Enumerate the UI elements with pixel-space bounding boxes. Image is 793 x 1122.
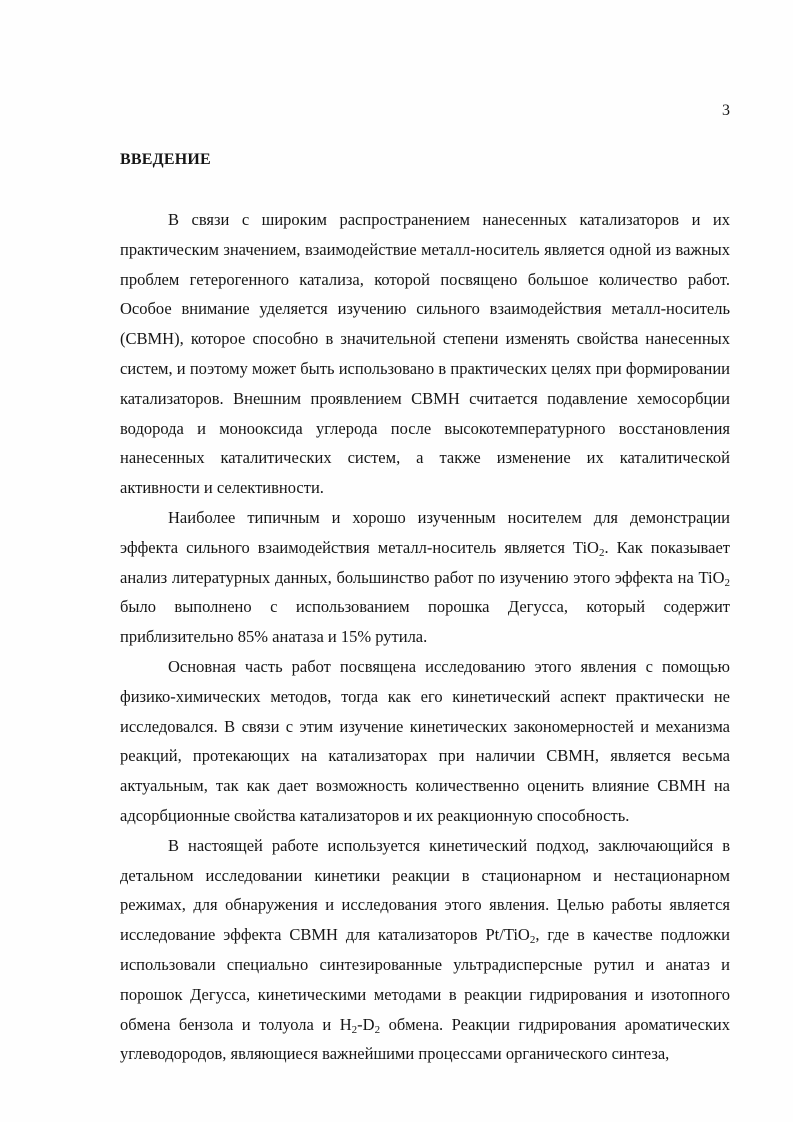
subscript: 2 (374, 1023, 381, 1036)
page-number: 3 (722, 102, 730, 119)
paragraph-1: В связи с широким распространением нанесенных катализаторов и их практическим значением, взаимодействие металл-носитель является одной из важных проблем гетерогенного катализа, которой посвящено большое количество работ. Особое внимание уделяется изучению сильного взаимодействия металл-носитель (СВМН), которое способно в значительной степени изменять свойства нанесенных систем, и поэтому может быть использовано в практических целях при формировании катализаторов. Внешним проявлением СВМН считается подавление хемосорбции водорода и монооксида углерода после высокотемпературного восстановления нанесенных каталитических систем, а также изменение их каталитической активности и селективности. (120, 210, 730, 498)
paragraph-4-part-a: В настоящей работе используется кинетический подход, заключающийся в детальном исследовании кинетики реакции в стационарном и нестационарном режимах, для обнаружения и исследования этого явления. Целью работы является исследование эффекта СВМН для катализаторов Pt/TiO (120, 835, 730, 945)
paragraph-3: Основная часть работ посвящена исследованию этого явления с помощью физико-химических методов, тогда как его кинетический аспект практически не исследовался. В связи с этим изучение кинетических закономерностей и механизма реакций, протекающих на катализаторах при наличии СВМН, является весьма актуальным, так как дает возможность количественно оценить влияние СВМН на адсорбционные свойства катализаторов и их реакционную способность. (120, 656, 730, 825)
paragraph-2-part-a: Наиболее типичным и хорошо изученным носителем для демонстрации эффекта сильного взаимодействия металл-носитель является TiO (120, 507, 730, 557)
paragraph-2-part-c: было выполнено с использованием порошка Дегусса, который содержит приблизительно 85% анатаза и 15% рутила. (120, 597, 730, 647)
paragraph-4-part-d: обмена. Реакции гидрирования ароматических углеводородов, являющиеся важнейшими процессами органического синтеза, (120, 1014, 730, 1064)
subscript: 2 (529, 934, 536, 947)
body-text (120, 205, 730, 1069)
section-heading: ВВЕДЕНИЕ (120, 151, 211, 168)
paragraph-4 (120, 831, 730, 1069)
subscript: 2 (351, 1023, 358, 1036)
paragraph-2-part-b: . Как показывает анализ литературных данных, большинство работ по изучению этого эффекта на TiO (120, 537, 730, 587)
paragraph-4-part-c: -D (357, 1014, 375, 1034)
subscript: 2 (598, 546, 605, 559)
paragraph-2 (120, 503, 730, 652)
subscript: 2 (724, 576, 730, 589)
paragraph-4-part-b: , где в качестве подложки использовали специально синтезированные ультрадисперсные рутил и анатаз и порошок Дегусса, кинетическими методами в реакции гидрирования и изотопного обмена бензола и толуола и H (120, 925, 731, 1034)
